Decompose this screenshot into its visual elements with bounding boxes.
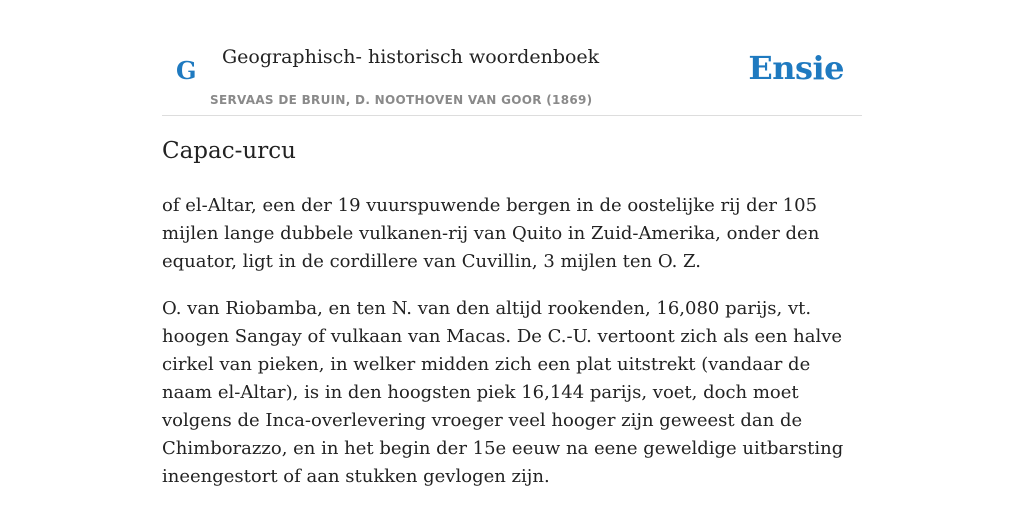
book-title-link[interactable]: Geographisch- historisch woordenboek <box>222 46 600 68</box>
ensie-logo-link[interactable]: Ensie <box>748 49 844 87</box>
book-letter-icon[interactable]: G <box>176 56 197 85</box>
entry-body <box>162 192 862 510</box>
entry-paragraph: O. van Riobamba, en ten N. van den altijd rookenden, 16,080 parijs, vt. hoogen Sangay of vulkaan van Macas. De C.-U. vertoont zich als een halve cirkel van pieken, in welker midden zich een plat uitstrekt (vandaar de naam el-Altar), is in den hoogsten piek 16,144 parijs, voet, doch moet volgens de Inca-overlevering vroeger veel hooger zijn geweest dan de Chimborazzo, en in het begin der 15e eeuw na eene geweldige uitbarsting ineengestort of aan stukken gevlogen zijn. <box>162 298 844 487</box>
book-header <box>162 40 862 116</box>
book-authors: SERVAAS DE BRUIN, D. NOOTHOVEN VAN GOOR (1869) <box>210 93 593 107</box>
entry-title: Capac-urcu <box>162 138 296 164</box>
entry-paragraph: of el-Altar, een der 19 vuurspuwende bergen in de oostelijke rij der 105 mijlen lange dubbele vulkanen-rij van Quito in Zuid-Amerika, onder den equator, ligt in de cordillere van Cuvillin, 3 mijlen ten O. Z. <box>162 195 820 272</box>
